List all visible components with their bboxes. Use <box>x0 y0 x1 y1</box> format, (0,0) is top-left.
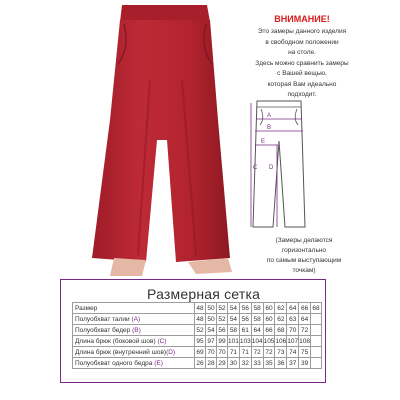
table-cell: 70 <box>287 325 299 336</box>
note-line: которая Вам идеально <box>267 80 337 88</box>
table-cell: 28 <box>207 359 215 367</box>
table-cell: 107 <box>287 337 299 345</box>
letter-e: E <box>261 139 266 145</box>
note-line: Это замеры данного изделия <box>257 28 347 35</box>
table-cell: 71 <box>239 347 251 358</box>
table-cell: 72 <box>251 347 263 358</box>
note-line: подходит. <box>287 91 317 98</box>
table-cell: 60 <box>263 314 275 325</box>
table-cell: 101 <box>228 337 239 345</box>
size-header-cell: 50 <box>207 304 215 312</box>
table-cell: 72 <box>263 347 275 358</box>
table-cell: 52 <box>196 326 204 334</box>
size-header-cell: 62 <box>275 303 287 314</box>
table-cell: 104 <box>251 337 263 345</box>
table-cell: 58 <box>228 325 240 336</box>
table-cell: 71 <box>228 347 240 358</box>
attention-note <box>232 14 372 101</box>
table-cell: 95 <box>196 337 204 345</box>
size-header-cell: 48 <box>196 304 204 312</box>
hint-line: точкам) <box>292 267 316 274</box>
table-cell: 52 <box>218 315 226 323</box>
note-body <box>232 27 372 101</box>
measurement-schematic <box>247 99 311 231</box>
row-label-text: Длина брюк (боковой шов) <box>75 337 156 345</box>
trousers-image <box>0 0 240 280</box>
letter-b: B <box>267 125 272 131</box>
table-cell: 75 <box>299 347 311 358</box>
table-cell: 68 <box>275 325 287 336</box>
table-cell: 69 <box>196 348 204 356</box>
row-label <box>73 314 195 325</box>
table-cell: 33 <box>251 358 263 369</box>
row-code: (E) <box>154 359 163 367</box>
table-cell: 105 <box>263 337 275 345</box>
table-cell <box>311 347 322 358</box>
size-header-cell: 66 <box>299 303 311 314</box>
row-label-text: Полуобхват одного бедра <box>75 359 153 367</box>
letter-a: A <box>267 113 272 119</box>
letter-c: C <box>253 165 258 171</box>
table-cell: 54 <box>207 326 215 334</box>
size-header-cell: 54 <box>228 303 240 314</box>
measurement-hint <box>244 236 364 276</box>
table-cell: 70 <box>207 348 215 356</box>
table-cell <box>311 325 322 336</box>
row-label-text: Длина брюк (внутренний шов) <box>75 348 167 356</box>
row-code: (C) <box>157 337 167 345</box>
table-cell: 70 <box>218 348 226 356</box>
row-label <box>73 325 195 336</box>
row-code: (D) <box>166 348 176 356</box>
table-cell: 64 <box>251 325 263 336</box>
table-row <box>73 358 322 369</box>
table-cell: 26 <box>196 359 204 367</box>
size-header-cell: 60 <box>263 303 275 314</box>
row-label-text: Полуобхват бедер <box>75 326 131 334</box>
table-cell: 36 <box>275 358 287 369</box>
table-row <box>73 336 322 347</box>
row-code: (B) <box>132 326 141 334</box>
row-label-text: Полуобхват талии <box>75 315 130 323</box>
row-label <box>73 336 195 347</box>
table-cell: 54 <box>228 314 240 325</box>
table-cell: 50 <box>207 315 215 323</box>
note-title: ВНИМАНИЕ! <box>274 14 330 24</box>
table-cell: 39 <box>299 358 311 369</box>
letter-d: D <box>269 165 274 171</box>
table-cell <box>311 358 322 369</box>
size-header-cell: 56 <box>239 303 251 314</box>
table-cell: 74 <box>287 347 299 358</box>
table-cell: 99 <box>218 337 226 345</box>
table-cell: 108 <box>299 337 311 345</box>
table-cell: 72 <box>299 325 311 336</box>
note-line: Здесь можно сравнить замеры <box>255 59 349 67</box>
product-photo <box>0 0 240 280</box>
size-table <box>72 302 322 369</box>
size-header-cell: 64 <box>287 303 299 314</box>
hint-line: (Замеры делаются <box>275 237 333 244</box>
table-cell: 73 <box>275 347 287 358</box>
table-cell: 97 <box>207 337 215 345</box>
row-code: (A) <box>131 315 141 323</box>
table-cell <box>311 336 322 347</box>
table-row <box>73 347 322 358</box>
table-cell: 66 <box>263 325 275 336</box>
note-line: в свободном положении <box>265 38 339 46</box>
row-label <box>73 358 195 369</box>
table-cell: 62 <box>275 314 287 325</box>
size-chart-title: Размерная сетка <box>147 286 261 302</box>
table-cell: 106 <box>275 337 287 345</box>
row-label <box>73 347 195 358</box>
table-cell: 103 <box>239 337 251 345</box>
table-cell: 56 <box>239 314 251 325</box>
hint-line: горизонтально <box>281 247 327 254</box>
table-cell: 56 <box>218 326 226 334</box>
size-header-label: Размер <box>73 303 195 314</box>
size-header-cell: 58 <box>251 303 263 314</box>
table-row <box>73 325 322 336</box>
table-cell: 61 <box>239 325 251 336</box>
table-cell: 35 <box>263 358 275 369</box>
table-cell: 63 <box>287 314 299 325</box>
table-cell: 64 <box>299 314 311 325</box>
hint-line: по самым выступающим <box>266 257 342 264</box>
table-cell <box>311 314 322 325</box>
size-header-cell: 52 <box>218 304 226 312</box>
table-cell: 30 <box>228 358 240 369</box>
table-row <box>73 314 322 325</box>
table-cell: 48 <box>196 315 204 323</box>
size-header-cell: 68 <box>312 304 320 312</box>
note-line: с Вашей вещью, <box>277 70 327 77</box>
table-cell: 32 <box>239 358 251 369</box>
table-cell: 37 <box>287 358 299 369</box>
table-cell: 58 <box>251 314 263 325</box>
size-header-row <box>73 303 322 314</box>
note-line: на столе. <box>288 49 316 56</box>
table-cell: 29 <box>218 359 226 367</box>
trousers-schematic-icon <box>247 99 311 231</box>
